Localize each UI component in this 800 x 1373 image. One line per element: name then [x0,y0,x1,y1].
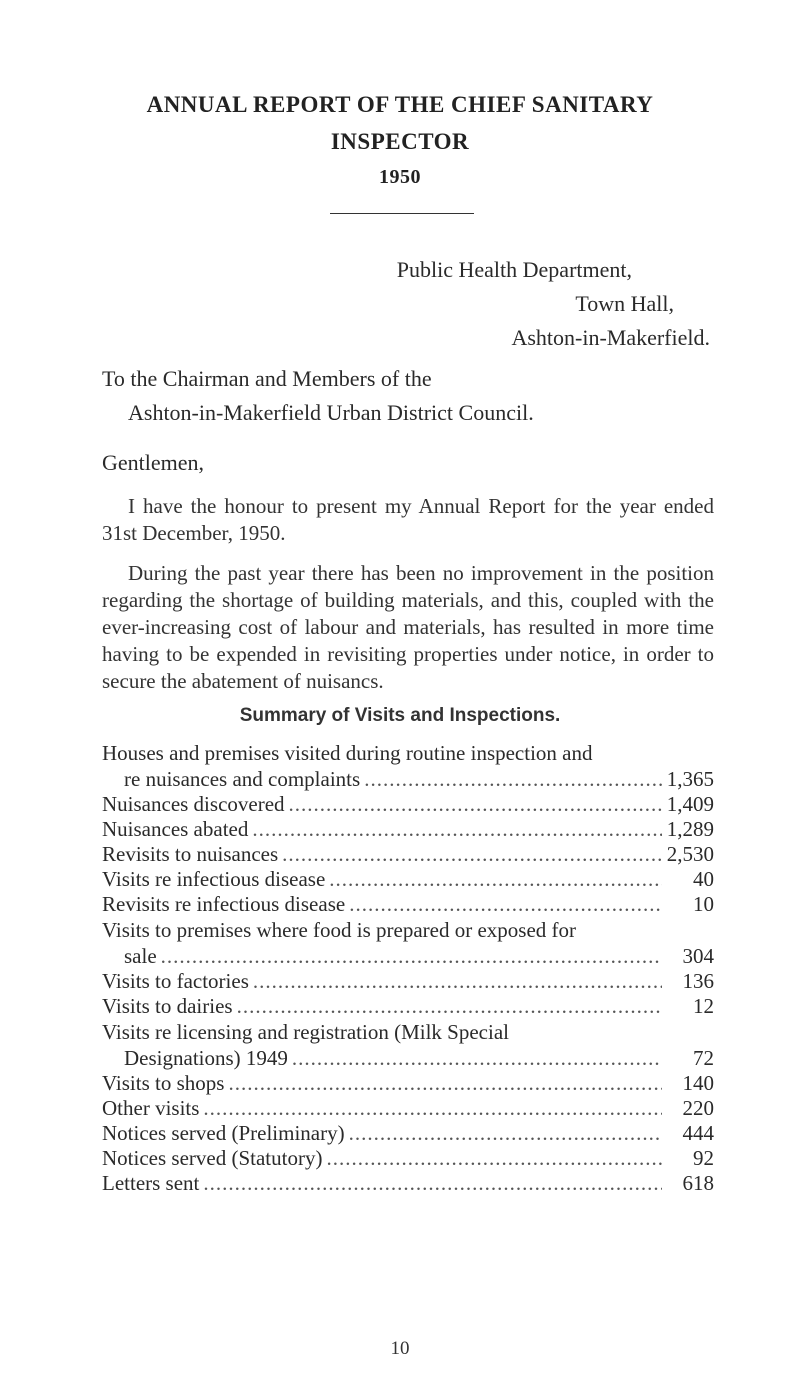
leader-dots [203,1171,662,1196]
leader-dots [349,1121,662,1146]
summary-row [102,842,714,867]
summary-row [102,1019,714,1071]
summary-row-label-first-line: Houses and premises visited during routine inspection and [102,741,593,765]
summary-row [102,969,714,994]
summary-row-label: Visits to dairies [102,994,233,1018]
summary-row-label: Other visits [102,1096,200,1120]
address-line1: Public Health Department, [396,257,632,282]
summary-row-value: 1,365 [666,767,714,791]
leader-dots [237,994,662,1019]
summary-row-value: 12 [693,994,714,1018]
summary-list [102,740,714,1196]
summary-row-value: 40 [693,867,714,891]
summary-row [102,740,714,792]
leader-dots [282,842,662,867]
body-paragraph: During the past year there has been no improvement in the position regarding the shortage of building materials, and this, coupled with the ever-increasing cost of labour and materials, has resulted in more time having to be expended in revisiting properties under notice, in order to secure the abatement of nuisancs. [102,561,714,693]
salutation-line1: To the Chairman and Members of the [102,366,432,391]
leader-dots [253,969,662,994]
summary-row [102,994,714,1019]
summary-row-value: 10 [693,892,714,916]
summary-row-value: 444 [682,1121,714,1145]
summary-row-label: sale [124,944,157,968]
leader-dots [228,1071,662,1096]
summary-row [102,917,714,969]
summary-row [102,1071,714,1096]
summary-row-label: Visits to shops [102,1071,225,1095]
page-number: 10 [390,1338,410,1359]
leader-dots [203,1096,662,1121]
address-line2: Town Hall, [575,291,674,316]
summary-row-value: 92 [693,1146,714,1170]
summary-row [102,892,714,917]
report-year: 1950 [379,166,421,188]
summary-row [102,817,714,842]
summary-row [102,792,714,817]
summary-row-label: Revisits to nuisances [102,842,279,866]
summary-row [102,867,714,892]
intro-paragraph: I have the honour to present my Annual Report for the year ended 31st December, 1950. [102,494,714,545]
title-divider [330,213,474,214]
summary-row-label-first-line: Visits to premises where food is prepared or exposed for [102,918,577,942]
summary-row-value: 72 [693,1046,714,1070]
summary-row-value: 1,289 [666,817,714,841]
summary-row [102,1146,714,1171]
leader-dots [292,1046,662,1071]
summary-row-value: 618 [682,1171,714,1195]
leader-dots [349,892,662,917]
summary-row-value: 304 [682,944,714,968]
address-line3: Ashton-in-Makerfield. [511,325,710,350]
summary-row-value: 220 [682,1096,714,1120]
summary-row [102,1171,714,1196]
summary-row-label: Nuisances discovered [102,792,285,816]
summary-row-label: Letters sent [102,1171,200,1195]
summary-row-value: 136 [682,969,714,993]
summary-row-label: Revisits re infectious disease [102,892,346,916]
summary-row [102,1096,714,1121]
summary-row-value: 1,409 [666,792,714,816]
summary-row-label: re nuisances and complaints [124,767,361,791]
summary-row-label: Nuisances abated [102,817,249,841]
summary-heading: Summary of Visits and Inspections. [239,705,561,726]
summary-row-label: Visits to factories [102,969,249,993]
summary-row-label: Notices served (Preliminary) [102,1121,345,1145]
summary-row-value: 140 [682,1071,714,1095]
leader-dots [252,817,662,842]
summary-row-value: 2,530 [666,842,714,866]
leader-dots [329,867,662,892]
summary-row-label: Notices served (Statutory) [102,1146,323,1170]
summary-row-label-first-line: Visits re licensing and registration (Milk Special [102,1020,509,1044]
leader-dots [326,1146,662,1171]
greeting: Gentlemen, [102,450,205,475]
summary-row-label: Visits re infectious disease [102,867,326,891]
report-title-line1: ANNUAL REPORT OF THE CHIEF SANITARY [146,92,654,117]
leader-dots [364,767,662,792]
salutation-line2: Ashton-in-Makerfield Urban District Council. [128,400,534,425]
summary-row [102,1121,714,1146]
summary-row-label: Designations) 1949 [124,1046,288,1070]
report-title-line2: INSPECTOR [330,129,470,154]
leader-dots [289,792,662,817]
leader-dots [161,944,662,969]
